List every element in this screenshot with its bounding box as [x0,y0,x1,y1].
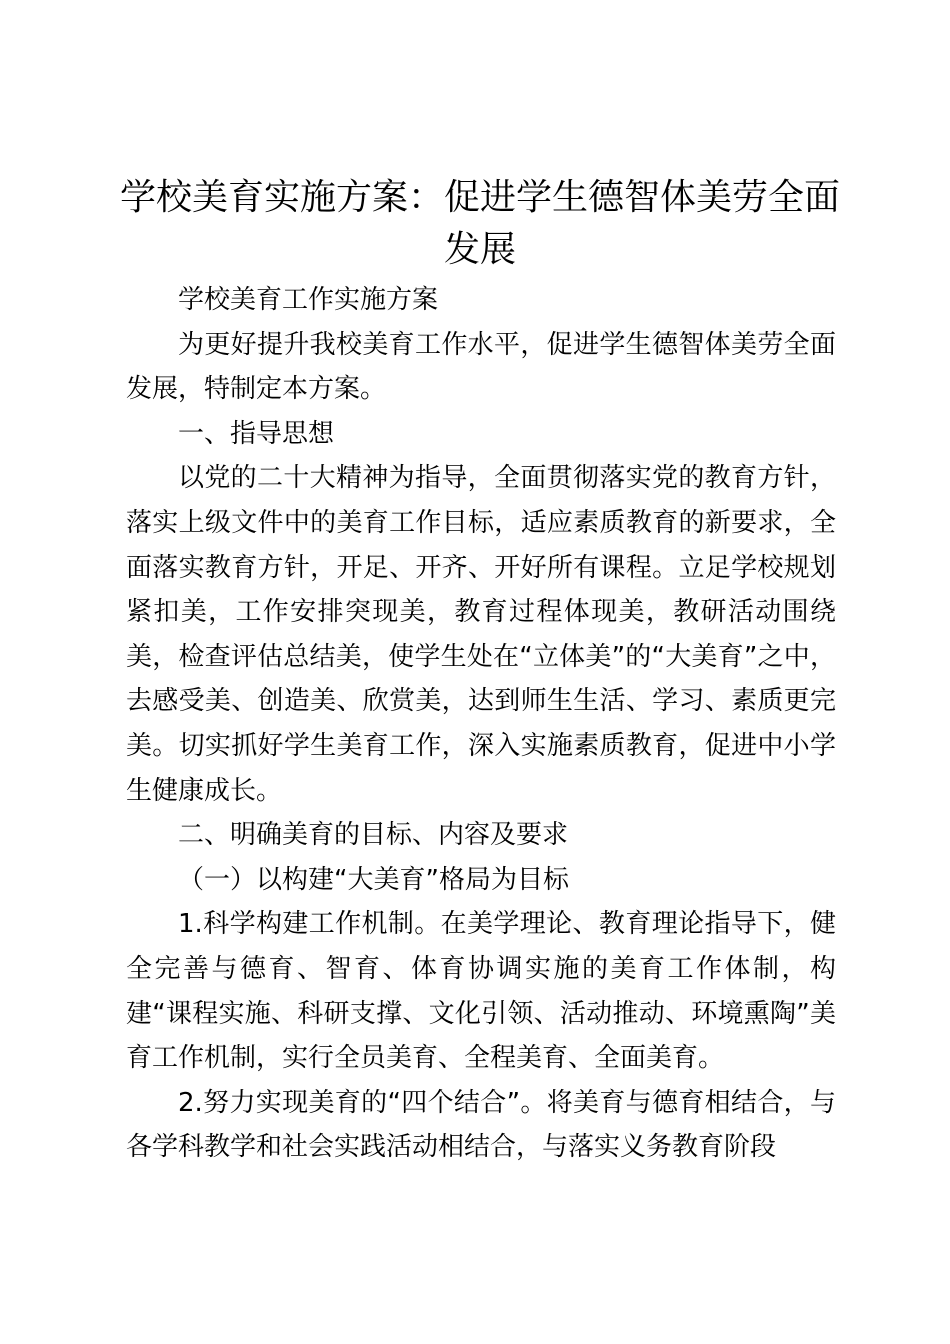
subsection-heading-big-aesthetic: （一）以构建“大美育”格局为目标 [178,864,569,895]
document-title: 学校美育实施方案：促进学生德智体美劳全面发展 [120,177,841,270]
guiding-thought-paragraph: 以党的二十大精神为指导，全面贯彻落实党的教育方针，落实上级文件中的美育工作目标，适应素质教育的新要求，全面落实教育方针，开足、开齐、开好所有课程。立足学校规划紧扣美，工作安排突现美，教育过程体现美，教研活动围绕美，检查评估总结美，使学生处在“立体美”的“大美育”之中，去感受美、创造美、欣赏美，达到师生生活、学习、素质更完美。切实抓好学生美育工作，深入实施素质教育，促进中小学生健康成长。 [126,463,836,806]
section-heading-goals: 二、明确美育的目标、内容及要求 [178,820,569,851]
section-heading-guiding-thought: 一、指导思想 [178,418,335,449]
subtitle-paragraph: 学校美育工作实施方案 [178,285,439,315]
item-paragraph-2: 2.努力实现美育的“四个结合”。将美育与德育相结合，与各学科教学和社会实践活动相结合，与落实义务教育阶段 [126,1087,836,1163]
document-body [126,278,836,1170]
item-paragraph-1: 1.科学构建工作机制。在美学理论、教育理论指导下，健全完善与德育、智育、体育协调实施的美育工作体制，构建“课程实施、科研支撑、文化引领、活动推动、环境熏陶”美育工作机制，实行全员美育、全程美育、全面美育。 [126,909,836,1074]
intro-paragraph: 为更好提升我校美育工作水平，促进学生德智体美劳全面发展，特制定本方案。 [126,329,836,405]
